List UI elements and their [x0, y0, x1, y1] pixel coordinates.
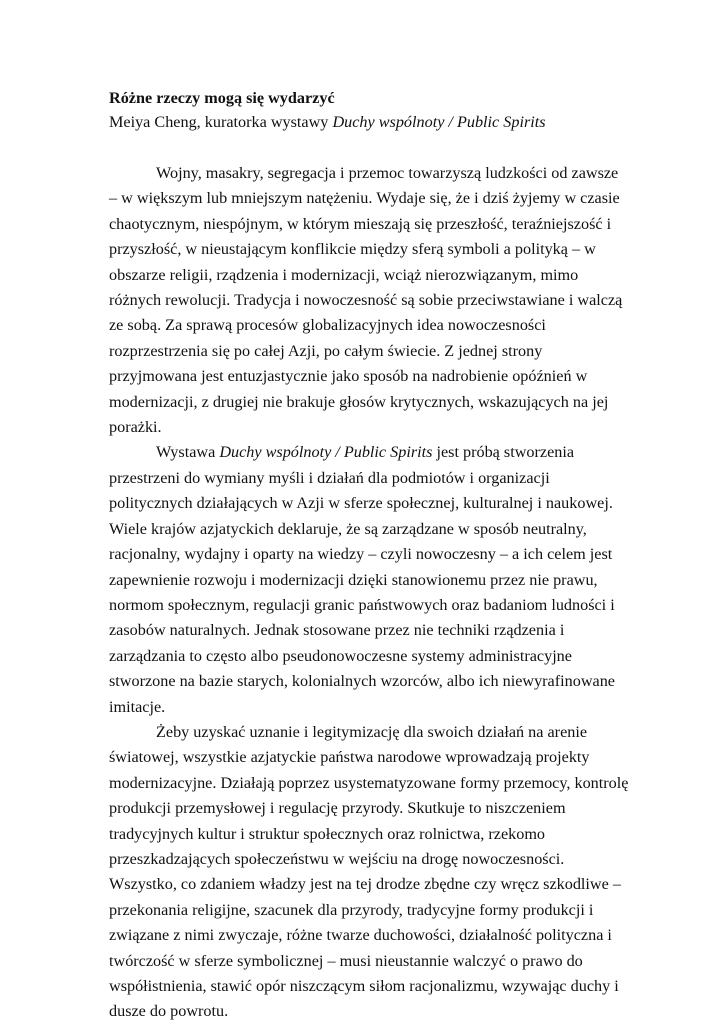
- document-body: [109, 161, 629, 1025]
- paragraph-1: Wojny, masakry, segregacja i przemoc towarzyszą ludzkości od zawsze – w większym lub mniejszym natężeniu. Wydaje się, że i dziś żyjemy w czasie chaotycznym, niespójnym, w którym mieszają się przeszłość, teraźniejszość i przyszłość, w nieustającym konflikcie między sferą symboli a polityką – w obszarze religii, rządzenia i modernizacji, wciąż nierozwiązanym, mimo różnych rewolucji. Tradycja i nowoczesność są sobie przeciwstawiane i walczą ze sobą. Za sprawą procesów globalizacyjnych idea nowoczesności rozprzestrzenia się po całej Azji, po całym świecie. Z jednej strony przyjmowana jest entuzjastycznie jako sposób na nadrobienie opóźnień w modernizacji, z drugiej nie brakuje głosów krytycznych, wskazujących na jej porażki.: [109, 164, 623, 437]
- paragraph-2-exhibition-title: Duchy wspólnoty / Public Spirits: [219, 443, 433, 462]
- document-page: [109, 86, 629, 1025]
- byline: [109, 110, 629, 134]
- paragraph-3: Żeby uzyskać uznanie i legitymizację dla swoich działań na arenie światowej, wszystkie azjatyckie państwa narodowe wprowadzają projekty modernizacyjne. Działają poprzez usystematyzowane formy przemocy, kontrolę produkcji przemysłowej i regulację przyrody. Skutkuje to niszczeniem tradycyjnych kultur i struktur społecznych oraz rolnictwa, rzekomo przeszkadzających społeczeństwu w wejściu na drogę nowoczesności. Wszystko, co zdaniem władzy jest na tej drodze zbędne czy wręcz szkodliwe – przekonania religijne, szacunek dla przyrody, tradycyjne formy produkcji i związane z nimi zwyczaje, różne twarze duchowości, działalność polityczna i twórczość w sferze symbolicznej – musi nieustannie walczyć o prawo do współistnienia, stawić opór niszczącym siłom racjonalizmu, wzywając duchy i dusze do powrotu.: [109, 722, 629, 1021]
- byline-author: Meiya Cheng, kuratorka wystawy: [109, 113, 333, 131]
- paragraph-2-lead: Wystawa: [156, 443, 220, 462]
- document-title: Różne rzeczy mogą się wydarzyć: [109, 89, 335, 107]
- paragraph-2-text: jest próbą stworzenia przestrzeni do wymiany myśli i działań dla podmiotów i organizacji politycznych działających w Azji w sferze społecznej, kulturalnej i naukowej. Wiele krajów azjatyckich deklaruje, że są zarządzane w sposób neutralny, racjonalny, wydajny i oparty na wiedzy – czyli nowoczesny – a ich celem jest zapewnienie rozwoju i modernizacji dzięki stanowionemu przez nie prawu, normom społecznym, regulacji granic państwowych oraz badaniom ludności i zasobów naturalnych. Jednak stosowane przez nie techniki rządzenia i zarządzania to często albo pseudonowoczesne systemy administracyjne stworzone na bazie starych, kolonialnych wzorców, albo ich niewyrafinowane imitacje.: [109, 443, 615, 716]
- paragraph-2: [109, 440, 629, 719]
- byline-exhibition-title: Duchy wspólnoty / Public Spirits: [332, 113, 546, 131]
